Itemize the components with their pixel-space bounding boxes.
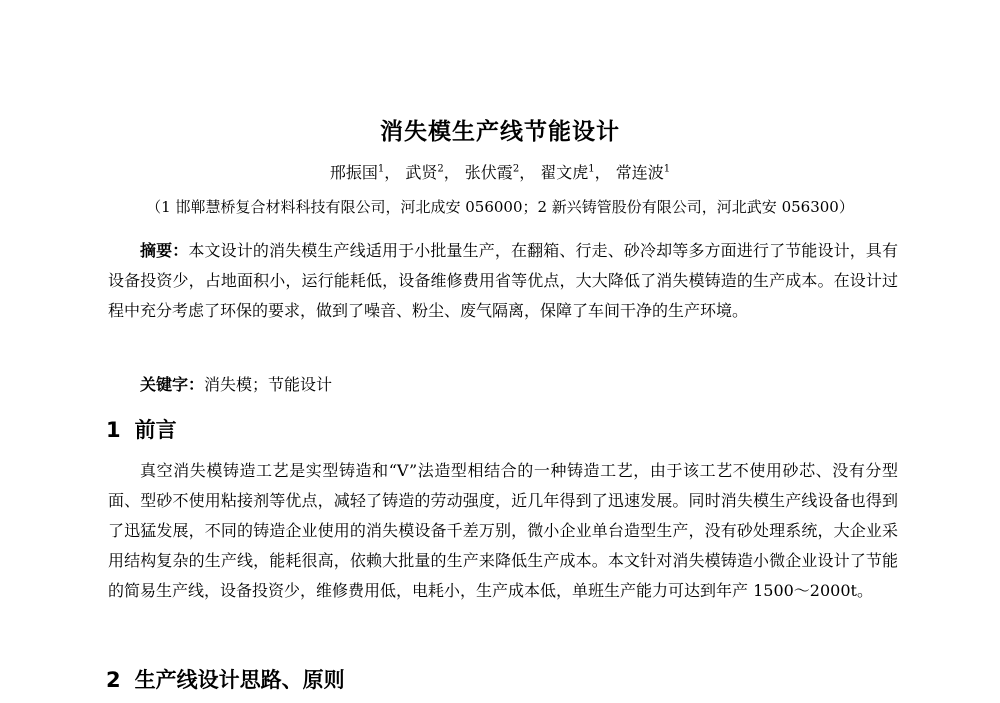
author: 张伏霞 [464,163,513,182]
affiliation: （1 邯郸慧桥复合材料科技有限公司，河北成安 056000；2 新兴铸管股份有限公司，河北武安 056300） [146,198,854,216]
keywords [108,370,898,400]
author-affiliation-mark: 1 [377,163,385,175]
section-heading-2 [106,664,345,694]
section-1-paragraph: 真空消失模铸造工艺是实型铸造和“V”法造型相结合的一种铸造工艺，由于该工艺不使用砂芯、没有分型面、型砂不使用粘接剂等优点，减轻了铸造的劳动强度，近几年得到了迅速发展。同时消失模生产线设备也得到了迅猛发展，不同的铸造企业使用的消失模设备千差万别，微小企业单台造型生产，没有砂处理系统，大企业采用结构复杂的生产线，能耗很高，依赖大批量的生产来降低生产成本。本文针对消失模铸造小微企业设计了节能的简易生产线，设备投资少，维修费用低，电耗小，生产成本低，单班生产能力可达到年产 1500～2000t。 [108,461,898,600]
abstract [108,236,898,326]
author-list: 邢振国$^1$， 武贤$^2$， 张伏霞$^2$， 翟文虎$^1$， 常连波$^1$ [329,163,671,182]
author: 翟文虎 [540,163,589,182]
section-number: 1 [106,418,121,442]
abstract-label: 摘要： [140,241,189,260]
section-number: 2 [106,668,121,692]
keywords-label: 关键字： [140,375,205,394]
author-affiliation-mark: 2 [512,163,520,175]
keywords-text: 消失模；节能设计 [204,375,333,394]
paper-title: 消失模生产线节能设计 [380,119,620,145]
section-title: 生产线设计思路、原则 [134,668,345,692]
author-affiliation-mark: 1 [588,163,595,175]
abstract-text: 本文设计的消失模生产线适用于小批量生产，在翻箱、行走、砂冷却等多方面进行了节能设计，具有设备投资少，占地面积小，运行能耗低，设备维修费用省等优点，大大降低了消失模铸造的生产成本。在设计过程中充分考虑了环保的要求，做到了噪音、粉尘、废气隔离，保障了车间干净的生产环境。 [108,241,898,320]
author-affiliation-mark: 1 [663,163,671,175]
author: 邢振国 [329,163,378,182]
author: 常连波 [615,163,664,182]
author-affiliation-mark: 2 [437,163,444,175]
section-title: 前言 [134,418,177,442]
author: 武贤 [405,163,438,182]
section-heading-1 [106,414,177,444]
